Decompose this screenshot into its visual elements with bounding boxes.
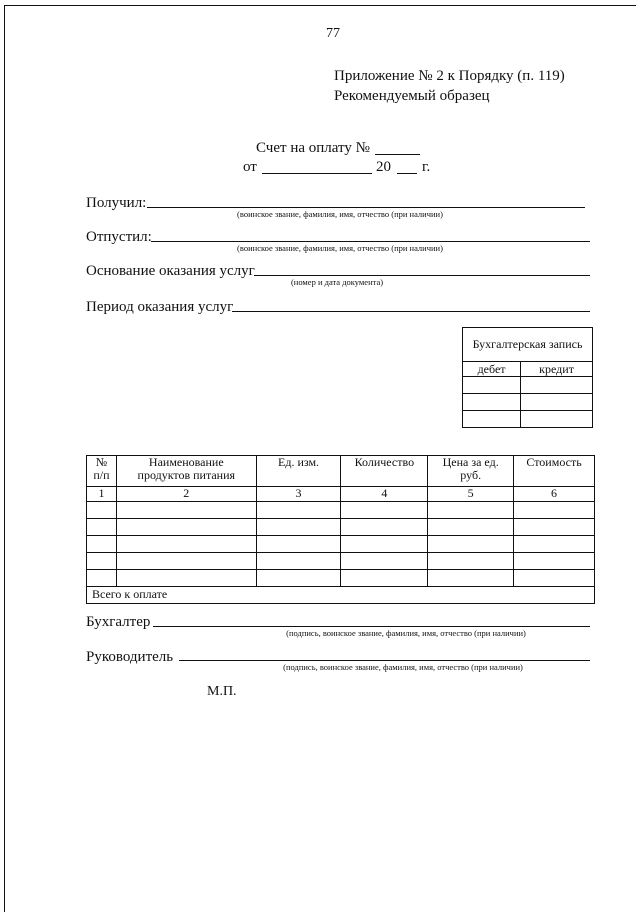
basis-caption: (номер и дата документа) (290, 277, 384, 287)
table-cell[interactable] (341, 570, 428, 587)
received-caption: (воинское звание, фамилия, имя, отчество (при наличии) (237, 209, 443, 219)
table-cell[interactable] (87, 570, 117, 587)
released-caption: (воинское звание, фамилия, имя, отчество (при наличии) (237, 243, 443, 253)
column-number: 1 (87, 487, 117, 502)
table-cell[interactable] (428, 570, 514, 587)
table-cell[interactable] (87, 536, 117, 553)
accounting-title: Бухгалтерская запись (463, 328, 593, 362)
table-row (87, 502, 595, 519)
stamp-place: М.П. (207, 684, 237, 699)
table-cell[interactable] (428, 553, 514, 570)
received-label: Получил: (86, 195, 147, 211)
table-cell[interactable] (256, 553, 341, 570)
debit-cell[interactable] (463, 377, 521, 394)
header-unit-price-line2: руб. (460, 468, 482, 482)
table-cell[interactable] (341, 519, 428, 536)
basis-label: Основание оказания услуг (86, 263, 255, 279)
head-label: Руководитель (86, 649, 174, 665)
year-field[interactable] (397, 173, 417, 174)
credit-header: кредит (521, 362, 593, 377)
column-number: 4 (341, 487, 428, 502)
header-unit-price-line1: Цена за ед. (442, 455, 499, 469)
appendix-header (334, 66, 565, 106)
accountant-caption: (подпись, воинское звание, фамилия, имя, отчество (при наличии) (286, 628, 526, 638)
table-cell[interactable] (428, 502, 514, 519)
column-number: 6 (514, 487, 595, 502)
date-prefix: от (243, 159, 257, 175)
credit-cell[interactable] (521, 394, 593, 411)
table-cell[interactable] (87, 519, 117, 536)
year-suffix: г. (422, 159, 431, 175)
header-number (87, 456, 117, 487)
accountant-label: Бухгалтер (86, 614, 151, 630)
column-number: 3 (256, 487, 341, 502)
table-cell[interactable] (341, 553, 428, 570)
table-cell[interactable] (514, 570, 595, 587)
table-cell[interactable] (514, 502, 595, 519)
header-unit-price (428, 456, 514, 487)
table-cell[interactable] (341, 536, 428, 553)
period-field[interactable] (232, 311, 590, 312)
credit-cell[interactable] (521, 377, 593, 394)
head-caption: (подпись, воинское звание, фамилия, имя, отчество (при наличии) (283, 662, 523, 672)
table-cell[interactable] (256, 519, 341, 536)
debit-cell[interactable] (463, 394, 521, 411)
date-field[interactable] (262, 173, 372, 174)
table-cell[interactable] (87, 553, 117, 570)
table-cell[interactable] (514, 553, 595, 570)
released-label: Отпустил: (86, 229, 152, 245)
table-cell[interactable] (116, 519, 256, 536)
table-row (87, 519, 595, 536)
table-row (87, 553, 595, 570)
year-prefix: 20 (376, 159, 391, 175)
period-label: Период оказания услуг (86, 299, 234, 315)
table-cell[interactable] (514, 536, 595, 553)
page-number: 77 (326, 26, 340, 41)
received-field[interactable] (147, 207, 585, 208)
table-cell[interactable] (116, 502, 256, 519)
appendix-line: Приложение № 2 к Порядку (п. 119) (334, 68, 565, 84)
table-cell[interactable] (116, 553, 256, 570)
header-product-name-line2: продуктов питания (137, 468, 236, 482)
accounting-table (462, 327, 593, 428)
table-cell[interactable] (256, 502, 341, 519)
credit-cell[interactable] (521, 411, 593, 428)
header-quantity-text: Количество (354, 455, 415, 469)
accountant-signature-field[interactable] (153, 626, 590, 627)
header-product-name-line1: Наименование (148, 455, 224, 469)
head-signature-field[interactable] (179, 660, 590, 661)
column-number: 5 (428, 487, 514, 502)
total-label: Всего к оплате (87, 587, 595, 604)
header-cost (514, 456, 595, 487)
table-row (87, 536, 595, 553)
table-cell[interactable] (428, 536, 514, 553)
table-cell[interactable] (428, 519, 514, 536)
sample-line: Рекомендуемый образец (334, 88, 490, 104)
invoice-number-field[interactable] (375, 154, 420, 155)
table-cell[interactable] (341, 502, 428, 519)
basis-field[interactable] (254, 275, 590, 276)
header-product-name (116, 456, 256, 487)
table-row (87, 570, 595, 587)
table-cell[interactable] (514, 519, 595, 536)
column-number: 2 (116, 487, 256, 502)
header-number-line1: № (95, 455, 108, 469)
header-unit (256, 456, 341, 487)
invoice-title: Счет на оплату № (256, 140, 370, 156)
table-cell[interactable] (116, 536, 256, 553)
released-field[interactable] (151, 241, 590, 242)
debit-cell[interactable] (463, 411, 521, 428)
header-number-line2: п/п (93, 468, 110, 482)
table-cell[interactable] (256, 536, 341, 553)
table-cell[interactable] (256, 570, 341, 587)
items-table (86, 455, 595, 604)
header-unit-text: Ед. изм. (278, 455, 320, 469)
table-cell[interactable] (87, 502, 117, 519)
header-quantity (341, 456, 428, 487)
debit-header: дебет (463, 362, 521, 377)
header-cost-text: Стоимость (526, 455, 582, 469)
table-cell[interactable] (116, 570, 256, 587)
